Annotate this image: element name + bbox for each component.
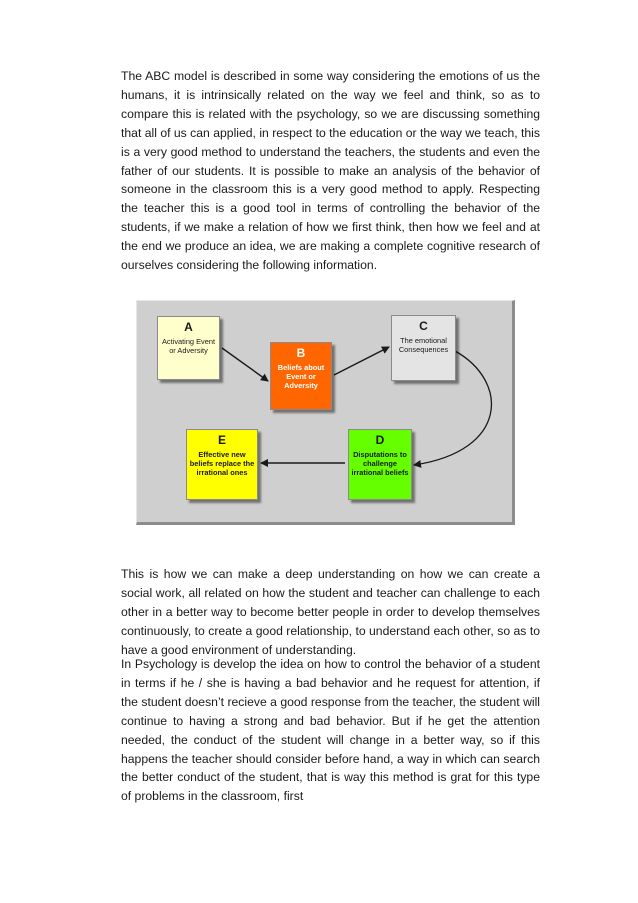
abc-model-diagram bbox=[136, 300, 515, 525]
box-a-activating-event bbox=[157, 316, 220, 380]
paragraph-intro: The ABC model is described in some way considering the emotions of us the humans, it is intrinsically related on the way we feel and think, so as to compare this is related with the psychology, so we are discussing something that all of us can applied, in respect to the education or the way we teach, this is a very good method to understand the teachers, the students and even the father of our students. It is possible to make an analysis of the behavior of someone in the classroom this is a very good method to apply. Respecting the teacher this is a good tool in terms of controlling the behavior of the students, if we make a relation of how we first think, then how we feel and at the end we produce an idea, we are making a complete cognitive research of ourselves considering the following information. bbox=[121, 69, 540, 273]
box-e-text: Effective new beliefs replace the irrational ones bbox=[189, 450, 255, 477]
box-c-consequences bbox=[391, 315, 456, 381]
box-b-letter: B bbox=[296, 346, 306, 360]
arrow-b-to-c bbox=[334, 347, 389, 375]
box-a-text: Activating Event or Adversity bbox=[162, 337, 215, 355]
box-d-letter: D bbox=[375, 433, 385, 447]
box-c-letter: C bbox=[419, 319, 428, 333]
paragraph-social-work: This is how we can make a deep understanding on how we can create a social work, all related on how the student and teacher can challenge to each other in a better way to become better people in order to develop themselves continuously, to create a good relationship, to understand each other, so as to have a good environment of understanding. bbox=[121, 567, 540, 657]
box-a-letter: A bbox=[184, 320, 193, 334]
box-d-text: Disputations to challenge irrational beliefs bbox=[351, 450, 409, 477]
box-d-disputations bbox=[348, 429, 412, 500]
box-e-letter: E bbox=[217, 433, 226, 447]
box-e-effective-beliefs bbox=[186, 429, 258, 500]
box-b-beliefs bbox=[270, 342, 332, 410]
paragraph-psychology: In Psychology is develop the idea on how to control the behavior of a student in terms if he / she is having a bad behavior and he request for attention, if the student doesn’t recieve a good response from the teacher, the student will continue to having a strong and bad behavior. But if he get the attention needed, the conduct of the student will change in a better way, so if this happens the teacher should consider before hand, a way in which can search the better conduct of the student, that is way this method is grat for this type of problems in the classroom, first bbox=[121, 657, 540, 804]
arrow-a-to-b bbox=[222, 348, 268, 381]
box-c-text: The emotional Consequences bbox=[398, 336, 449, 354]
box-b-text: Beliefs about Event or Adversity bbox=[277, 363, 325, 390]
